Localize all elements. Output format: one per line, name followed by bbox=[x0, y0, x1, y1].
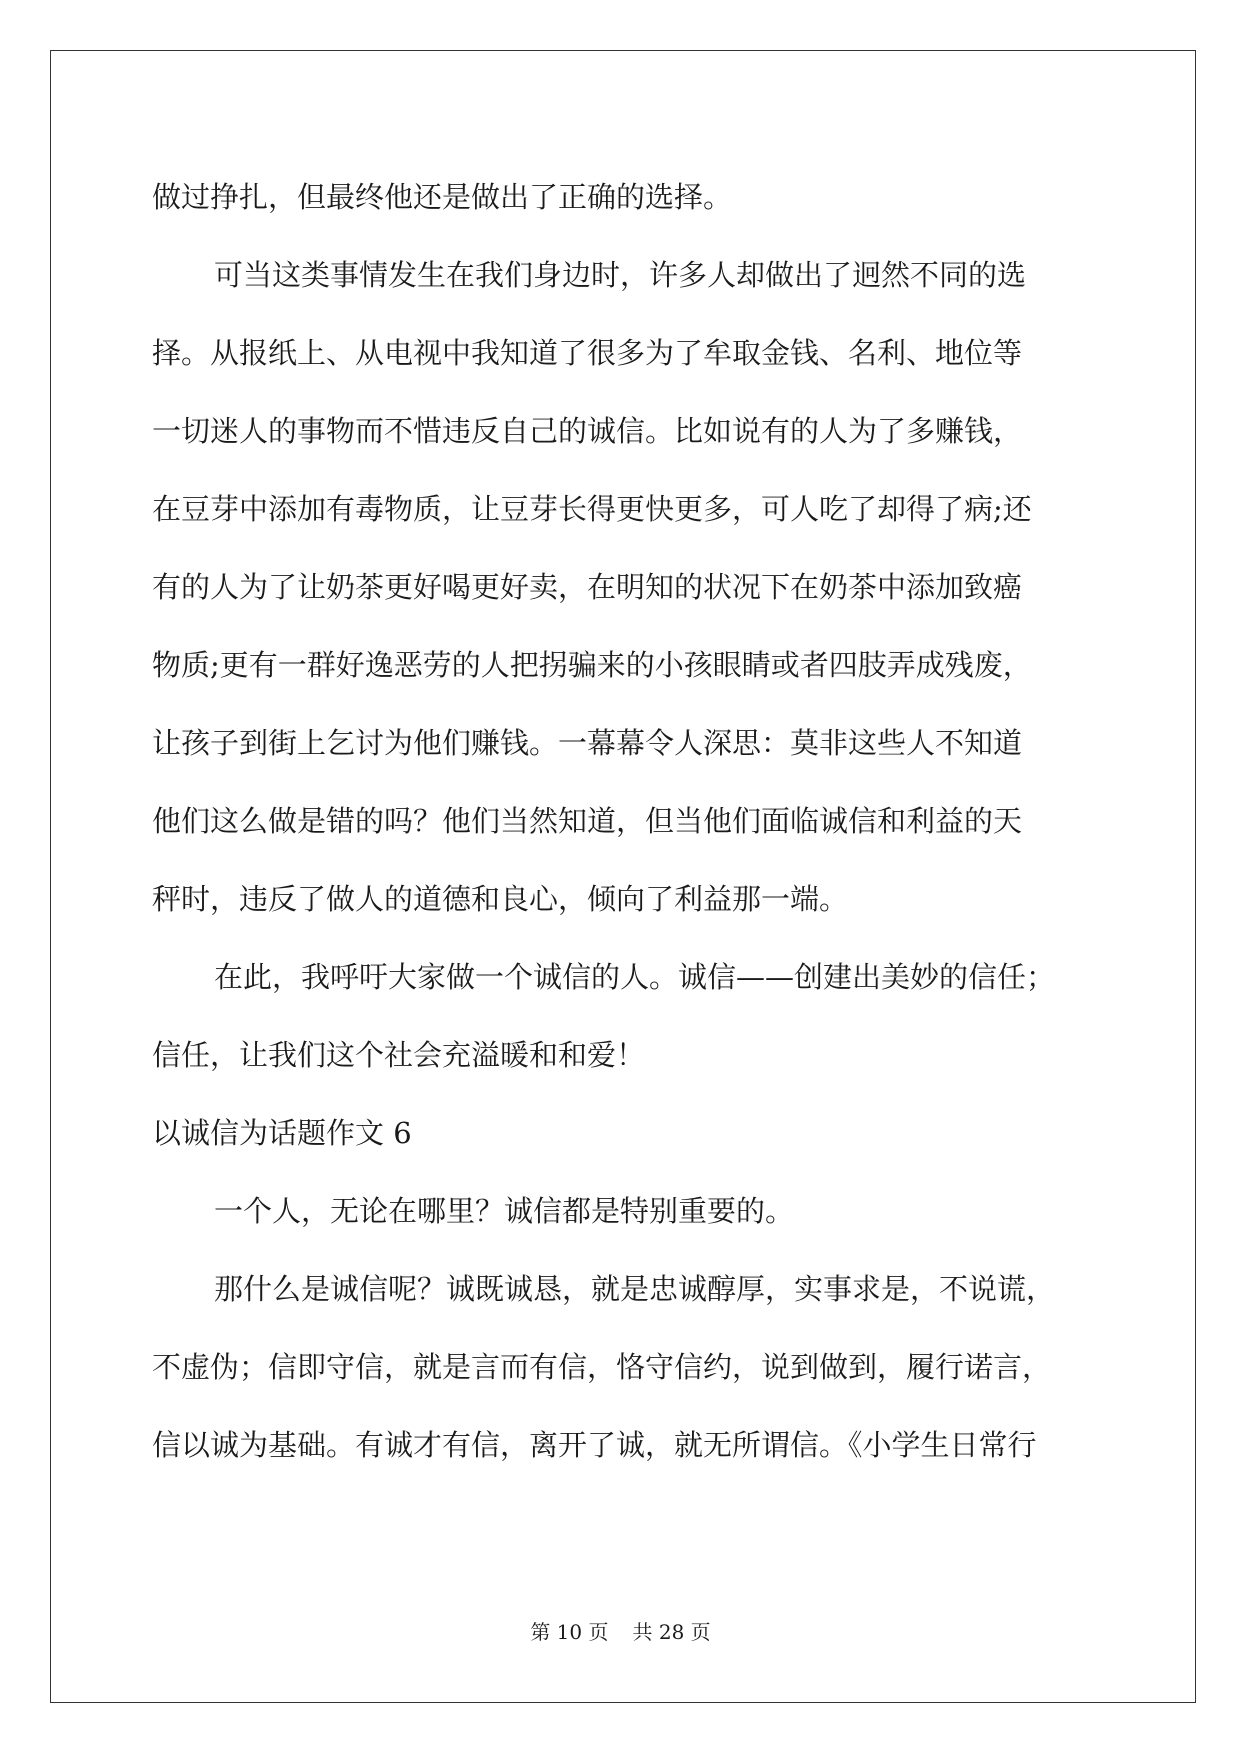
paragraph-line: 他们这么做是错的吗？他们当然知道，但当他们面临诚信和利益的天 bbox=[152, 804, 1023, 838]
paragraph-line: 可当这类事情发生在我们身边时，许多人却做出了迥然不同的选 bbox=[214, 258, 1027, 292]
page-total: 共 28 页 bbox=[632, 1620, 711, 1644]
section-heading: 以诚信为话题作文 6 bbox=[152, 1116, 412, 1150]
paragraph-line: 做过挣扎，但最终他还是做出了正确的选择。 bbox=[152, 180, 733, 214]
page-footer bbox=[0, 1616, 1241, 1645]
paragraph-line: 物质;更有一群好逸恶劳的人把拐骗来的小孩眼睛或者四肢弄成残废， bbox=[152, 648, 1032, 682]
paragraph-line: 在此，我呼吁大家做一个诚信的人。诚信——创建出美妙的信任； bbox=[214, 960, 1056, 994]
paragraph-line: 信以诚为基础。有诚才有信，离开了诚，就无所谓信。《小学生日常行 bbox=[152, 1428, 1037, 1462]
document-body bbox=[152, 158, 1092, 1484]
paragraph-line: 有的人为了让奶茶更好喝更好卖，在明知的状况下在奶茶中添加致癌 bbox=[152, 570, 1023, 604]
paragraph-line: 一个人，无论在哪里？诚信都是特别重要的。 bbox=[214, 1194, 795, 1228]
paragraph-line: 秤时，违反了做人的道德和良心，倾向了利益那一端。 bbox=[152, 882, 849, 916]
page-number: 第 10 页 bbox=[530, 1620, 609, 1644]
paragraph-line: 信任，让我们这个社会充溢暖和和爱！ bbox=[152, 1038, 646, 1072]
paragraph-line: 择。从报纸上、从电视中我知道了很多为了牟取金钱、名利、地位等 bbox=[152, 336, 1023, 370]
paragraph-line: 在豆芽中添加有毒物质，让豆芽长得更快更多，可人吃了却得了病;还 bbox=[152, 492, 1032, 526]
paragraph-line: 一切迷人的事物而不惜违反自己的诚信。比如说有的人为了多赚钱， bbox=[152, 414, 1023, 448]
paragraph-line: 让孩子到街上乞讨为他们赚钱。一幕幕令人深思：莫非这些人不知道 bbox=[152, 726, 1023, 760]
paragraph-line: 不虚伪；信即守信，就是言而有信，恪守信约，说到做到，履行诺言， bbox=[152, 1350, 1052, 1384]
paragraph-line: 那什么是诚信呢？诚既诚恳，就是忠诚醇厚，实事求是，不说谎， bbox=[214, 1272, 1056, 1306]
